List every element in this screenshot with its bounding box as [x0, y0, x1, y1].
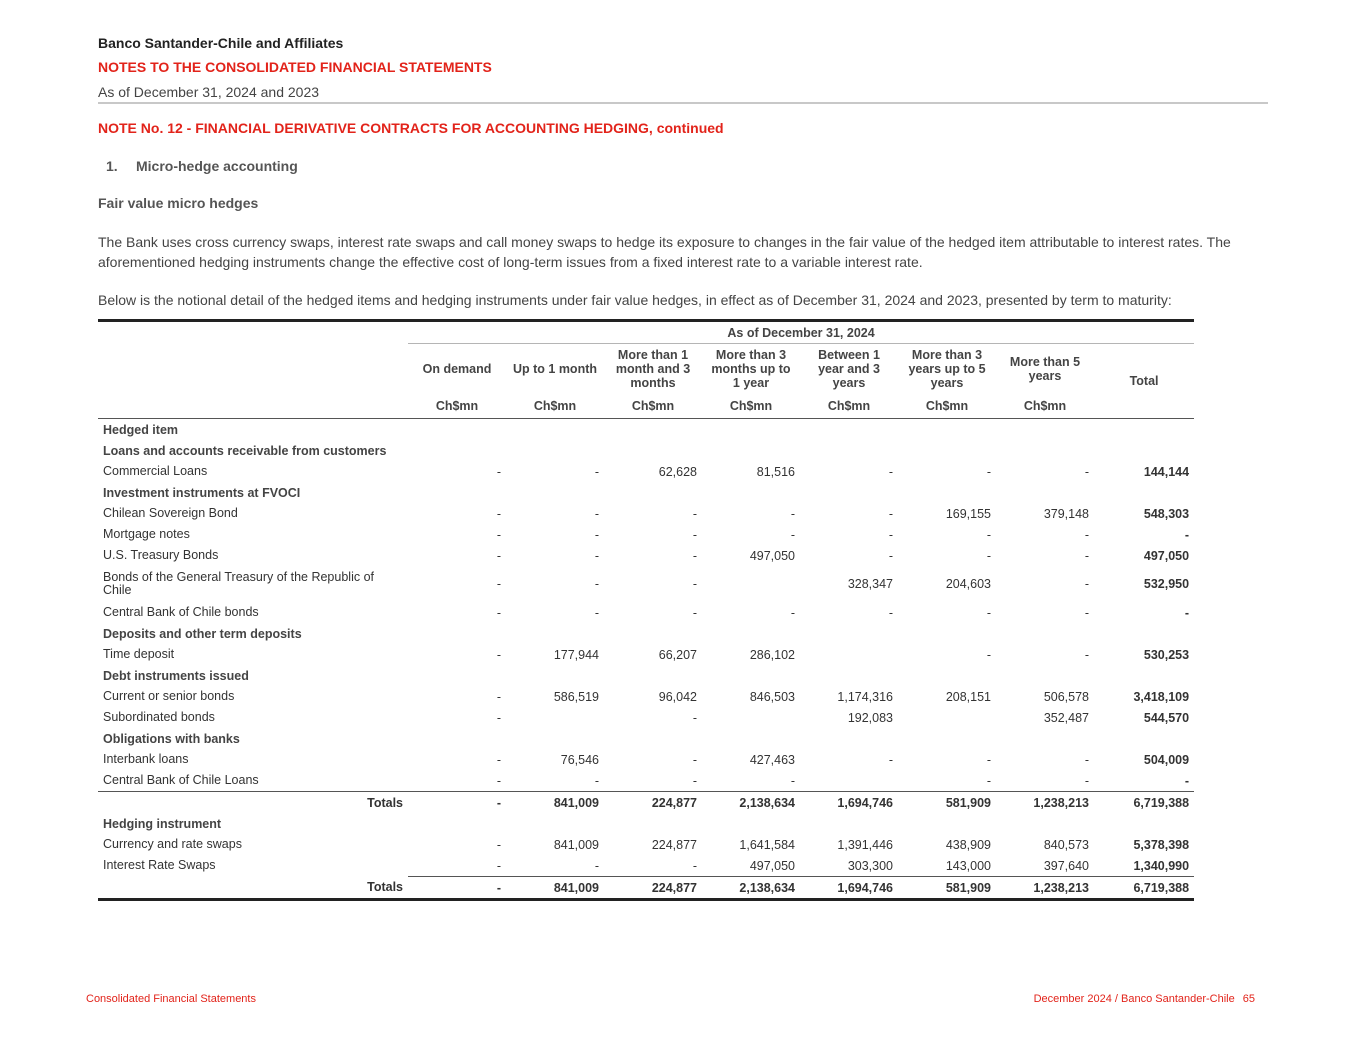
- unit-label: Ch$mn: [800, 394, 898, 419]
- value-cell: 2,138,634: [702, 792, 800, 814]
- column-header: More than 3 years up to 5 years: [908, 348, 986, 390]
- value-cell: 379,148: [1043, 506, 1089, 521]
- value-cell: [898, 707, 996, 728]
- value-cell: -: [1084, 527, 1089, 542]
- value-cell: 66,207: [658, 647, 697, 662]
- unit-label: Ch$mn: [702, 394, 800, 419]
- column-header: On demand: [422, 362, 492, 376]
- value-cell: -: [692, 605, 697, 620]
- row-label: Totals: [98, 877, 408, 900]
- column-header: More than 1 month and 3 months: [615, 348, 691, 390]
- value-cell: -: [986, 464, 991, 479]
- value-cell: -: [692, 548, 697, 563]
- group-label: Obligations with banks: [103, 731, 240, 746]
- value-cell: 1,391,446: [837, 837, 893, 852]
- value-cell: -: [594, 548, 599, 563]
- value-cell: -: [594, 464, 599, 479]
- value-cell: 177,944: [553, 647, 599, 662]
- value-cell: -: [408, 792, 506, 814]
- value-cell: -: [496, 605, 501, 620]
- row-label: U.S. Treasury Bonds: [103, 548, 219, 562]
- total-cell: 6,719,388: [1094, 792, 1194, 814]
- hedged-totals-row: [98, 792, 1194, 814]
- value-cell: -: [496, 689, 501, 704]
- value-cell: -: [986, 773, 991, 788]
- table-row: [98, 602, 1194, 623]
- value-cell: -: [594, 506, 599, 521]
- table-row: [98, 503, 1194, 524]
- value-cell: 224,877: [604, 877, 702, 900]
- value-cell: 586,519: [553, 689, 599, 704]
- value-cell: 506,578: [1043, 689, 1089, 704]
- value-cell: -: [986, 527, 991, 542]
- value-cell: -: [496, 506, 501, 521]
- value-cell: 2,138,634: [702, 877, 800, 900]
- value-cell: -: [496, 752, 501, 767]
- value-cell: [506, 707, 604, 728]
- table-row: [98, 707, 1194, 728]
- table-row: [98, 855, 1194, 877]
- value-cell: 352,487: [1043, 710, 1089, 725]
- value-cell: -: [594, 858, 599, 873]
- value-cell: 224,877: [651, 837, 697, 852]
- note-heading: NOTE No. 12 - FINANCIAL DERIVATIVE CONTRACTS FOR ACCOUNTING HEDGING, continued: [98, 120, 724, 136]
- value-cell: -: [790, 527, 795, 542]
- group-label: Hedging instrument: [103, 816, 222, 831]
- footer-left: Consolidated Financial Statements: [86, 993, 256, 1005]
- column-header-row: [98, 344, 1194, 395]
- value-cell: 1,694,746: [800, 877, 898, 900]
- as-of-date: As of December 31, 2024 and 2023: [98, 84, 320, 100]
- company-name: Banco Santander-Chile and Affiliates: [98, 35, 344, 51]
- value-cell: 841,009: [506, 877, 604, 900]
- value-cell: 224,877: [604, 792, 702, 814]
- value-cell: 192,083: [847, 710, 893, 725]
- value-cell: 841,009: [553, 837, 599, 852]
- group-row: [98, 419, 1194, 441]
- value-cell: -: [790, 506, 795, 521]
- header-divider: [98, 102, 1268, 104]
- table-row: [98, 770, 1194, 792]
- value-cell: [702, 707, 800, 728]
- group-row: [98, 440, 1194, 461]
- value-cell: -: [888, 464, 893, 479]
- intro-paragraph: The Bank uses cross currency swaps, interest rate swaps and call money swaps to hedge its exposure to changes in the fair value of the hedged item attributable to interest rates. The aforementioned hedging instruments change the effective cost of long-term issues from a fixed interest rate to a variable interest rate.: [98, 234, 1231, 270]
- instrument-totals-row: [98, 877, 1194, 900]
- page-number: 65: [1242, 993, 1255, 1005]
- period-header-row: [98, 321, 1194, 344]
- subsection-heading: Fair value micro hedges: [98, 195, 259, 211]
- value-cell: -: [692, 752, 697, 767]
- value-cell: 96,042: [658, 689, 697, 704]
- value-cell: -: [1084, 605, 1089, 620]
- value-cell: -: [594, 577, 599, 591]
- total-cell: -: [1184, 605, 1190, 620]
- group-label: Investment instruments at FVOCI: [103, 485, 301, 500]
- value-cell: 427,463: [749, 752, 795, 767]
- value-cell: 497,050: [749, 858, 795, 873]
- group-label: Debt instruments issued: [103, 668, 249, 683]
- section-heading: [106, 158, 298, 174]
- value-cell: -: [1084, 647, 1089, 662]
- unit-label: Ch$mn: [996, 394, 1094, 419]
- footer-source: December 2024 / Banco Santander-Chile: [1033, 993, 1235, 1005]
- group-label: Deposits and other term deposits: [103, 626, 302, 641]
- value-cell: -: [986, 647, 991, 662]
- row-label: Interest Rate Swaps: [103, 858, 216, 873]
- value-cell: -: [1084, 548, 1089, 563]
- row-label: Mortgage notes: [103, 527, 190, 541]
- total-cell: 504,009: [1143, 752, 1190, 767]
- value-cell: -: [692, 506, 697, 521]
- value-cell: -: [594, 527, 599, 542]
- row-label: Time deposit: [103, 647, 175, 661]
- value-cell: -: [408, 877, 506, 900]
- value-cell: -: [594, 605, 599, 620]
- period-header: As of December 31, 2024: [408, 321, 1194, 344]
- table-row: [98, 834, 1194, 855]
- table-row: [98, 545, 1194, 566]
- value-cell: 1,641,584: [739, 837, 795, 852]
- group-row: [98, 813, 1194, 834]
- table-row: [98, 686, 1194, 707]
- group-label: Loans and accounts receivable from customers: [103, 443, 387, 458]
- value-cell: -: [1084, 773, 1089, 788]
- value-cell: 169,155: [945, 506, 991, 521]
- value-cell: -: [986, 752, 991, 767]
- value-cell: -: [888, 548, 893, 563]
- footer-right: [1034, 993, 1255, 1005]
- row-label: Totals: [98, 792, 408, 814]
- value-cell: 581,909: [898, 877, 996, 900]
- value-cell: 208,151: [945, 689, 991, 704]
- value-cell: -: [496, 858, 501, 873]
- section-number: 1.: [106, 158, 118, 174]
- value-cell: 1,238,213: [996, 792, 1094, 814]
- value-cell: -: [692, 527, 697, 542]
- value-cell: 76,546: [560, 752, 599, 767]
- value-cell: 204,603: [945, 577, 991, 591]
- notes-title: NOTES TO THE CONSOLIDATED FINANCIAL STATEMENTS: [98, 59, 492, 75]
- value-cell: -: [496, 773, 501, 788]
- value-cell: 62,628: [658, 464, 697, 479]
- value-cell: 841,009: [506, 792, 604, 814]
- unit-row: [98, 394, 1194, 419]
- group-label: Hedged item: [103, 422, 179, 437]
- total-cell: 5,378,398: [1133, 837, 1190, 852]
- value-cell: -: [790, 773, 795, 788]
- value-cell: [702, 566, 800, 602]
- value-cell: 286,102: [749, 647, 795, 662]
- value-cell: -: [496, 527, 501, 542]
- group-row: [98, 623, 1194, 644]
- value-cell: 328,347: [847, 577, 893, 591]
- value-cell: -: [1084, 464, 1089, 479]
- row-label: Subordinated bonds: [103, 710, 215, 724]
- value-cell: -: [496, 647, 501, 662]
- value-cell: -: [496, 548, 501, 563]
- row-label: Current or senior bonds: [103, 689, 235, 703]
- value-cell: 840,573: [1043, 837, 1089, 852]
- value-cell: -: [888, 605, 893, 620]
- group-row: [98, 665, 1194, 686]
- value-cell: 581,909: [898, 792, 996, 814]
- value-cell: -: [1084, 577, 1089, 591]
- value-cell: -: [986, 548, 991, 563]
- total-cell: 144,144: [1143, 464, 1190, 479]
- column-header: More than 3 months up to 1 year: [711, 348, 791, 390]
- column-header-total: Total: [1094, 344, 1194, 419]
- value-cell: -: [986, 605, 991, 620]
- table-row: [98, 749, 1194, 770]
- total-cell: -: [1184, 773, 1190, 788]
- total-cell: 530,253: [1143, 647, 1190, 662]
- value-cell: 303,300: [847, 858, 893, 873]
- unit-label: Ch$mn: [604, 394, 702, 419]
- row-label: Central Bank of Chile Loans: [103, 773, 259, 787]
- total-cell: -: [1184, 527, 1190, 542]
- value-cell: 143,000: [945, 858, 991, 873]
- value-cell: 1,174,316: [837, 689, 893, 704]
- total-cell: 3,418,109: [1133, 689, 1190, 704]
- value-cell: -: [496, 464, 501, 479]
- group-row: [98, 482, 1194, 503]
- table-intro-paragraph: Below is the notional detail of the hedged items and hedging instruments under fair value hedges, in effect as of December 31, 2024 and 2023, presented by term to maturity:: [98, 292, 1172, 308]
- column-header: Between 1 year and 3 years: [818, 348, 880, 390]
- total-cell: 548,303: [1143, 506, 1190, 521]
- value-cell: [800, 644, 898, 665]
- unit-label: Ch$mn: [506, 394, 604, 419]
- value-cell: -: [692, 773, 697, 788]
- value-cell: 1,238,213: [996, 877, 1094, 900]
- value-cell: -: [1084, 752, 1089, 767]
- value-cell: -: [790, 605, 795, 620]
- row-label: Currency and rate swaps: [103, 837, 242, 851]
- column-header: Up to 1 month: [512, 362, 597, 376]
- value-cell: 846,503: [749, 689, 795, 704]
- value-cell: -: [594, 773, 599, 788]
- total-cell: 532,950: [1143, 577, 1190, 591]
- value-cell: 438,909: [945, 837, 991, 852]
- hedge-maturity-table: [98, 319, 1194, 901]
- table-row: [98, 524, 1194, 545]
- unit-label: Ch$mn: [408, 394, 506, 419]
- table-row: [98, 644, 1194, 665]
- value-cell: 497,050: [749, 548, 795, 563]
- value-cell: -: [888, 752, 893, 767]
- total-cell: 6,719,388: [1094, 877, 1194, 900]
- value-cell: 397,640: [1043, 858, 1089, 873]
- group-row: [98, 728, 1194, 749]
- unit-label: Ch$mn: [898, 394, 996, 419]
- value-cell: [800, 770, 898, 792]
- value-cell: -: [496, 710, 501, 725]
- total-cell: 497,050: [1143, 548, 1190, 563]
- value-cell: -: [692, 710, 697, 725]
- value-cell: -: [692, 577, 697, 591]
- value-cell: -: [496, 837, 501, 852]
- row-label: Central Bank of Chile bonds: [103, 605, 259, 619]
- value-cell: -: [496, 577, 501, 591]
- value-cell: -: [888, 527, 893, 542]
- value-cell: 1,694,746: [800, 792, 898, 814]
- value-cell: -: [692, 858, 697, 873]
- row-label: Bonds of the General Treasury of the Republic of Chile: [103, 570, 374, 597]
- row-label: Chilean Sovereign Bond: [103, 506, 238, 520]
- table-row: [98, 566, 1194, 602]
- section-title: Micro-hedge accounting: [136, 158, 298, 174]
- value-cell: -: [888, 506, 893, 521]
- table-row: [98, 461, 1194, 482]
- row-label: Commercial Loans: [103, 464, 208, 478]
- total-cell: 544,570: [1143, 710, 1190, 725]
- total-cell: 1,340,990: [1133, 858, 1190, 873]
- column-header: More than 5 years: [1009, 355, 1081, 383]
- value-cell: 81,516: [756, 464, 795, 479]
- row-label: Interbank loans: [103, 752, 189, 766]
